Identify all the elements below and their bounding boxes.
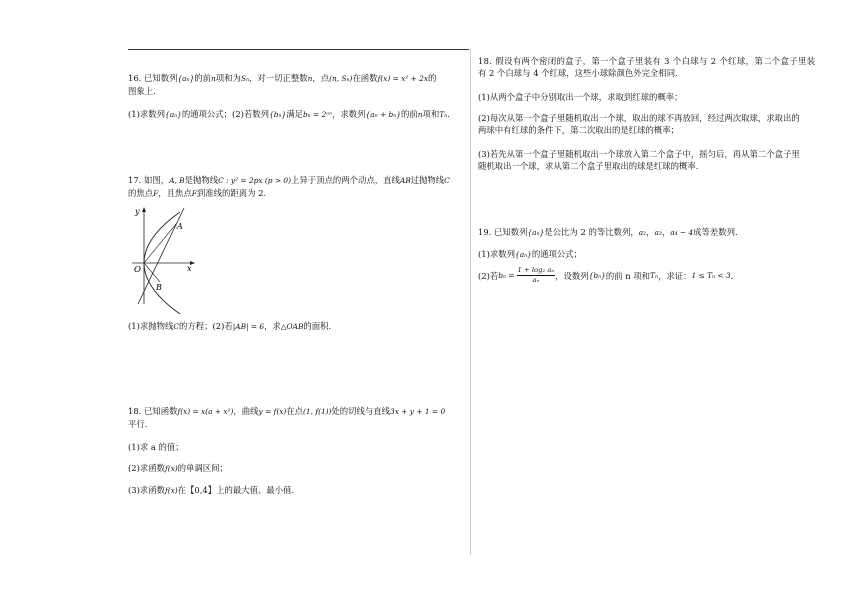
- text: 的前: [194, 73, 212, 83]
- text: ，设数列: [555, 270, 589, 281]
- math: f(x) = x(a + x²): [177, 407, 234, 416]
- q16-parts: [128, 108, 450, 121]
- text: ，曲线: [233, 406, 259, 416]
- text: ，: [646, 227, 655, 237]
- q17-stem-line1: [128, 174, 450, 187]
- question-16: [128, 72, 436, 97]
- math: f(x): [165, 464, 178, 473]
- column-divider: [470, 49, 471, 555]
- text: 在函数: [352, 73, 378, 83]
- math: bₙ = 2ᵃⁿ: [302, 110, 333, 119]
- text: .: [447, 109, 450, 119]
- text: 19. 已知数列: [478, 227, 528, 237]
- segment-ob: [144, 263, 160, 282]
- math: a₄ − 4: [670, 228, 694, 237]
- text: 的前: [400, 109, 418, 119]
- math: (n, Sₙ): [329, 74, 353, 83]
- text: 16. 已知数列: [128, 73, 178, 83]
- math: AB: [399, 176, 411, 185]
- question-18-left: [128, 405, 445, 430]
- math: a₂: [638, 228, 647, 237]
- text: ，点: [312, 73, 330, 83]
- fraction-denominator: aₙ: [532, 276, 540, 284]
- math: f(x): [165, 486, 178, 495]
- math: (1, f(1)): [303, 407, 332, 416]
- text: (2)求函数: [128, 463, 165, 473]
- text: 在点: [286, 406, 304, 416]
- math: C : y² = 2px (p > 0): [218, 176, 291, 185]
- math: {aₙ}: [515, 250, 532, 259]
- math: {aₙ}: [177, 74, 195, 83]
- text: (2)若: [478, 270, 499, 281]
- q18b-part2-line2: 两球中有红球的条件下，第二次取出的是红球的概率；: [478, 125, 679, 135]
- q18-part2: [128, 462, 228, 475]
- math: {aₙ}: [527, 228, 545, 237]
- text: (3)求函数: [128, 485, 165, 495]
- point-b-label: B: [156, 283, 162, 292]
- y-axis-arrow: [142, 207, 146, 212]
- text: 到准线的距离为 2.: [196, 188, 267, 198]
- question-18-right: [478, 55, 815, 79]
- text: 上异于顶点的两个动点，直线: [291, 175, 400, 185]
- origin-label: O: [134, 265, 141, 275]
- math: C: [173, 322, 180, 331]
- point-a-label: A: [177, 222, 183, 231]
- text: 的方程；(2)若: [179, 321, 233, 331]
- math: bₙ =: [498, 270, 515, 280]
- math: F: [153, 189, 159, 198]
- math: n: [307, 74, 313, 83]
- q16-stem-line2: 图象上.: [128, 86, 156, 96]
- q18b-part3: [478, 148, 800, 172]
- text: 17. 如图，: [128, 175, 170, 185]
- text: 处的切线与直线: [331, 406, 391, 416]
- math: Tₙ: [439, 110, 448, 119]
- text: 满足: [286, 109, 303, 119]
- q18-part3: [128, 484, 294, 497]
- math: n: [211, 74, 216, 83]
- question-17: [128, 174, 450, 200]
- q18b-line2: 有 2 个白球与 4 个红球，这些小球除颜色外完全相同.: [478, 68, 678, 78]
- q18b-part2: [478, 112, 800, 136]
- math: {bₙ}: [269, 110, 287, 119]
- text: 成等差数列.: [693, 227, 738, 237]
- text: (1)求数列: [128, 109, 165, 119]
- text: ，求证：: [657, 270, 692, 281]
- q19-part2: [478, 266, 733, 285]
- text: (1)求数列: [478, 249, 515, 259]
- header-rule: [128, 49, 469, 50]
- math: {aₙ + bₙ}: [365, 110, 401, 119]
- math: C: [444, 176, 450, 185]
- text: ，: [661, 227, 671, 237]
- text: ，求数列: [332, 109, 366, 119]
- math: {aₙ}: [165, 110, 182, 119]
- text: 是抛物线: [184, 175, 219, 185]
- text: .: [730, 270, 734, 281]
- text: 的面积.: [303, 321, 332, 331]
- y-axis-label: y: [135, 207, 140, 216]
- text: (1)求抛物线: [128, 321, 174, 331]
- question-17-parts: [128, 320, 331, 333]
- q19-part1: [478, 248, 582, 261]
- text: 的前 n 项和: [605, 270, 651, 281]
- q18-stem-line2: 平行.: [128, 419, 148, 429]
- text: 过抛物线: [410, 175, 445, 185]
- text: 的焦点: [128, 188, 154, 198]
- q18b-part3-line2: 随机取出一个球，求从第二个盒子里取出的球是红球的概率.: [478, 161, 699, 171]
- text: 项和: [422, 109, 440, 119]
- q17-parts: [128, 320, 331, 333]
- math: {bₙ}: [588, 270, 606, 280]
- math: △OAB: [280, 322, 304, 331]
- text: 的通项公式；: [531, 249, 583, 259]
- math: a₃: [654, 228, 662, 237]
- math: 3x + y + 1 = 0: [390, 407, 446, 416]
- text: 项和为: [215, 73, 241, 83]
- math: n: [417, 110, 423, 119]
- fraction: [517, 266, 556, 285]
- parabola-figure: [130, 204, 202, 314]
- math: |AB| = 6: [232, 322, 265, 331]
- text: 在【0,4】上的最大值、最小值.: [177, 485, 295, 495]
- math: A, B: [169, 176, 185, 185]
- math: F: [191, 189, 197, 198]
- text: 的单调区间；: [177, 463, 228, 473]
- text: 是公比为 2 的等比数列，: [544, 227, 639, 237]
- q18b-part1: (1)从两个盒子中分别取出一个球，求取到红球的概率；: [478, 92, 683, 102]
- math: 1 ≤ Tₙ < 3: [691, 270, 731, 280]
- math: Sₙ: [240, 74, 249, 83]
- text: ，且焦点: [158, 188, 192, 198]
- x-axis-label: x: [187, 264, 192, 273]
- question-16-parts: [128, 108, 450, 121]
- math: y = f(x): [258, 407, 287, 416]
- math: Tₙ: [650, 270, 658, 280]
- text: 的通项公式；(2)若数列: [181, 109, 270, 119]
- fraction-numerator: 1 + log₂ aₙ: [517, 266, 555, 274]
- text: ，求: [264, 321, 281, 331]
- text: 的: [428, 73, 437, 83]
- q19-stem: [478, 226, 738, 239]
- q18b-line1: 18. 假设有两个密闭的盒子，第一个盒子里装有 3 个白球与 2 个红球，第二个盒子里装: [478, 56, 816, 66]
- q18b-part2-line1: (2)每次从第一个盒子里随机取出一个球，取出的球不再放回，经过两次取球，求取出的: [478, 113, 800, 123]
- q18-stem-line1: [128, 405, 445, 418]
- math: f(x) = x² + 2x: [377, 74, 429, 83]
- q17-stem-line2: [128, 187, 450, 200]
- q18b-part3-line1: (3)若先从第一个盒子里随机取出一个球放入第二个盒子中，摇匀后，再从第二个盒子里: [478, 149, 800, 159]
- q18-part1: (1)求 a 的值；: [128, 442, 184, 452]
- text: ，对一切正整数: [249, 73, 308, 83]
- q16-stem-line1: [128, 72, 436, 85]
- text: 18. 已知函数: [128, 406, 178, 416]
